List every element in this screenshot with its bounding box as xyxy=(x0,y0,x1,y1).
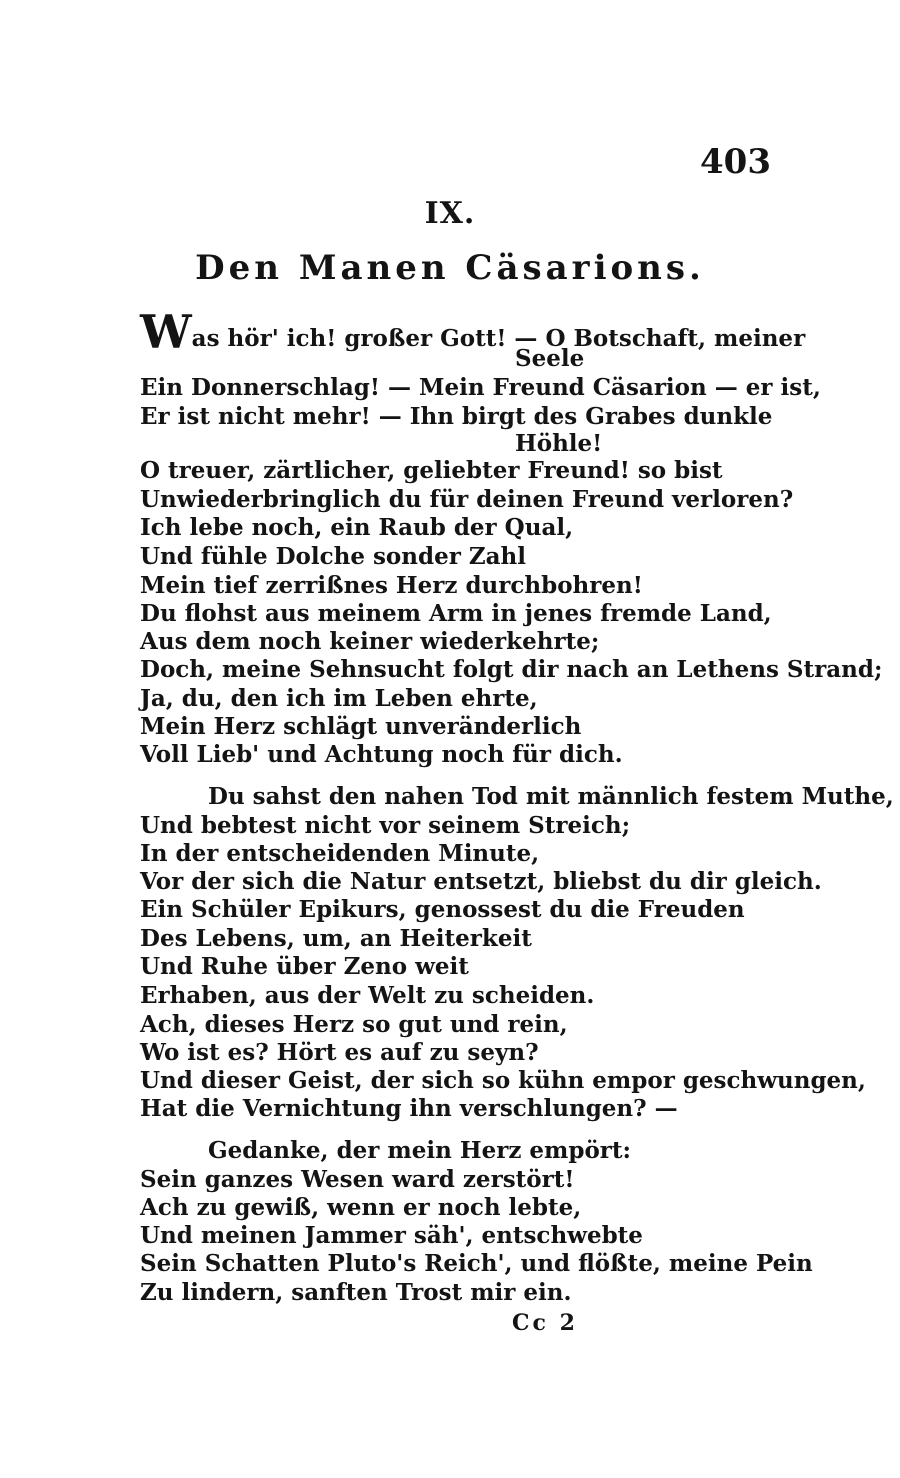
poem-line: Ein Donnerschlag! — Mein Freund Cäsarion — er ist, xyxy=(140,374,821,401)
poem-line: Zu lindern, sanften Trost mir ein. xyxy=(140,1279,572,1306)
poem-line: Mein tief zerrißnes Herz durchbohren! xyxy=(140,572,643,599)
poem-line: Sein Schatten Pluto's Reich', und flößte, meine Pein xyxy=(140,1250,813,1277)
poem-line: Du flohst aus meinem Arm in jenes fremde Land, xyxy=(140,600,772,627)
poem-title: Den Manen Cäsarions. xyxy=(195,248,705,288)
poem-line: Er ist nicht mehr! — Ihn birgt des Grabes dunkle xyxy=(140,403,773,430)
poem-line: Ach, dieses Herz so gut und rein, xyxy=(140,1011,568,1038)
poem-line: Doch, meine Sehnsucht folgt dir nach an Lethens Strand; xyxy=(140,656,883,683)
poem-line: Hat die Vernichtung ihn verschlungen? — xyxy=(140,1095,678,1122)
poem-line: Du sahst den nahen Tod mit männlich festem Muthe, xyxy=(208,783,894,810)
poem-line: Ein Schüler Epikurs, genossest du die Freuden xyxy=(140,896,745,923)
poem-line: Und Ruhe über Zeno weit xyxy=(140,953,469,980)
poem-line: In der entscheidenden Minute, xyxy=(140,840,540,867)
poem-line: Höhle! xyxy=(515,430,603,457)
poem-line: Ich lebe noch, ein Raub der Qual, xyxy=(140,514,574,541)
section-numeral: IX. xyxy=(424,196,476,231)
poem-line: Und fühle Dolche sonder Zahl xyxy=(140,543,526,570)
poem-line: Ach zu gewiß, wenn er noch lebte, xyxy=(140,1194,582,1221)
poem-line: Vor der sich die Natur entsetzt, bliebst du dir gleich. xyxy=(140,868,822,895)
poem-line: Und dieser Geist, der sich so kühn empor geschwungen, xyxy=(140,1067,866,1094)
poem-line: Des Lebens, um, an Heiterkeit xyxy=(140,925,532,952)
poem-line: Wo ist es? Hört es auf zu seyn? xyxy=(140,1039,539,1066)
poem-line: Und meinen Jammer säh', entschwebte xyxy=(140,1222,643,1249)
poem-line: Aus dem noch keiner wiederkehrte; xyxy=(140,628,600,655)
poem-line: Gedanke, der mein Herz empört: xyxy=(208,1137,632,1164)
poem-line: Seele xyxy=(515,345,585,372)
page-number: 403 xyxy=(700,142,771,182)
poem-line: O treuer, zärtlicher, geliebter Freund! so bist xyxy=(140,457,723,484)
drop-initial: W xyxy=(140,305,192,359)
first-line-text: as hör' ich! großer Gott! — O Botschaft, meiner xyxy=(191,325,806,352)
signature-mark: Cc 2 xyxy=(512,1310,578,1336)
poem-line: Erhaben, aus der Welt zu scheiden. xyxy=(140,982,595,1009)
poem-line: Unwiederbringlich du für deinen Freund verloren? xyxy=(140,486,794,513)
poem-line: Voll Lieb' und Achtung noch für dich. xyxy=(140,741,623,768)
poem-line: Mein Herz schlägt unveränderlich xyxy=(140,713,582,740)
poem-line: Ja, du, den ich im Leben ehrte, xyxy=(140,685,538,712)
poem-line: Sein ganzes Wesen ward zerstört! xyxy=(140,1166,575,1193)
poem-line: Und bebtest nicht vor seinem Streich; xyxy=(140,812,631,839)
